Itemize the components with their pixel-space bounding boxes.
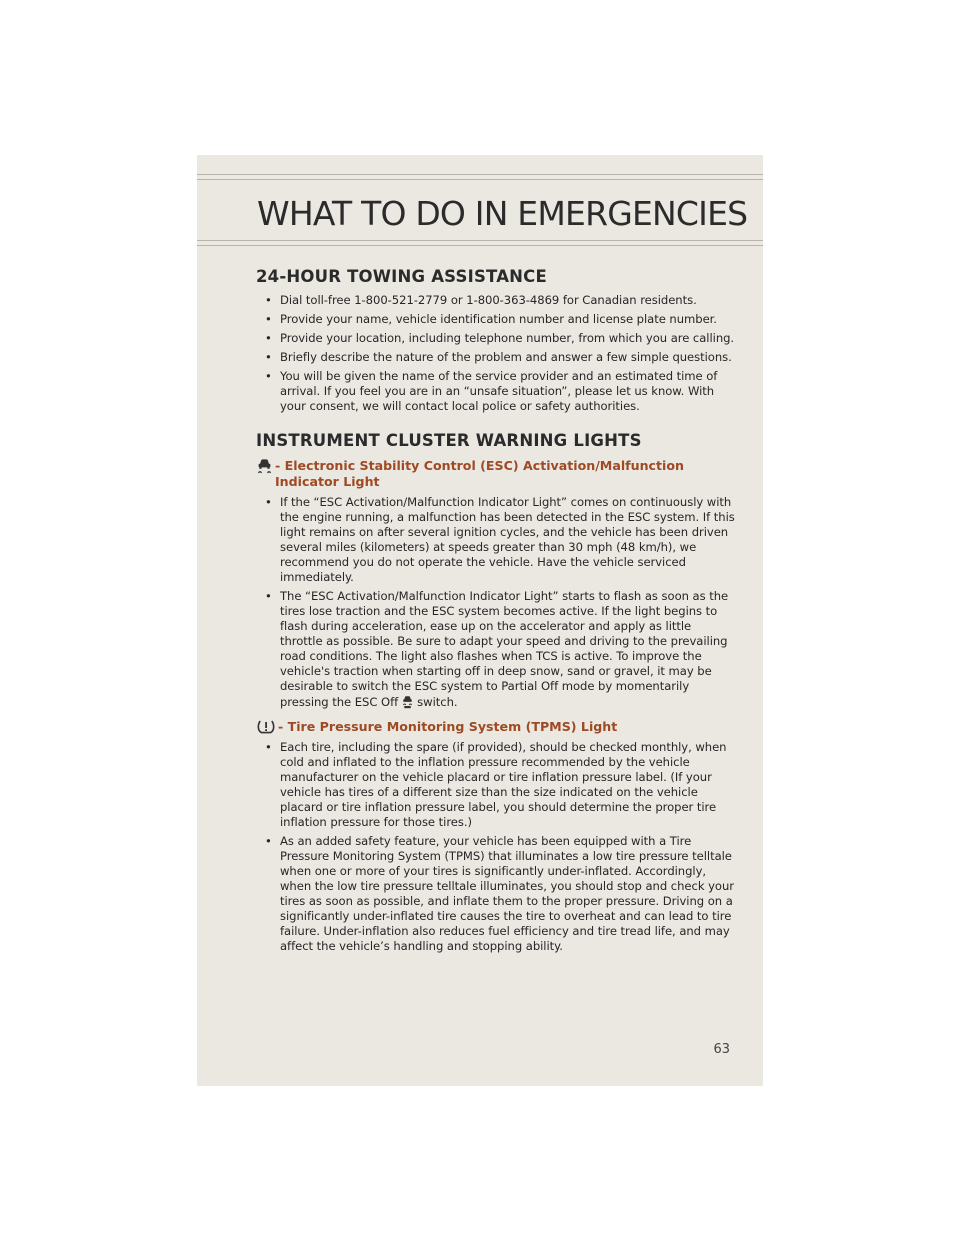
section-heading-warning-lights: INSTRUMENT CLUSTER WARNING LIGHTS: [256, 431, 642, 450]
tpms-light-heading: [256, 719, 736, 735]
list-item: [265, 589, 736, 713]
esc-off-switch-icon: [400, 694, 415, 713]
chapter-title: WHAT TO DO IN EMERGENCIES: [257, 194, 748, 233]
list-item: • You will be given the name of the service provider and an estimated time of arrival. If you feel you are in an “unsafe situation”, please let us know. With your consent, we will contact local police or safety authorities.: [265, 369, 736, 414]
top-rule-inner: [197, 179, 763, 180]
esc-off-switch-tail: switch.: [417, 695, 458, 709]
esc-indicator-icon: [256, 457, 273, 474]
page-number: 63: [713, 1042, 730, 1057]
list-item: • Provide your location, including telephone number, from which you are calling.: [265, 331, 736, 346]
list-item: • Dial toll-free 1-800-521-2779 or 1-800-363-4869 for Canadian residents.: [265, 293, 736, 308]
tpms-light-title: - Tire Pressure Monitoring System (TPMS) Light: [278, 719, 618, 734]
list-item: • As an added safety feature, your vehicle has been equipped with a Tire Pressure Monitoring System (TPMS) that illuminates a low tire pressure telltale when one or more of your tires is significantly under-inflated. Accordingly, when the low tire pressure telltale illuminates, you should stop and check your tires as soon as possible, and inflate them to the proper pressure. Driving on a significantly under-inflated tire causes the tire to overheat and can lead to tire failure. Under-inflation also reduces fuel efficiency and tire tread life, and may affect the vehicle’s handling and stopping ability.: [265, 834, 736, 954]
title-underline-inner: [197, 245, 763, 246]
tpms-bullet-list: [256, 740, 736, 954]
esc-bullet-list: [256, 495, 736, 713]
section-heading-towing: 24-HOUR TOWING ASSISTANCE: [256, 267, 547, 286]
list-item: • If the “ESC Activation/Malfunction Indicator Light” comes on continuously with the engine running, a malfunction has been detected in the ESC system. If this light remains on after several ignition cycles, and the vehicle has been driven several miles (kilometers) at speeds greater than 30 mph (48 km/h), we recommend you do not operate the vehicle. Have the vehicle serviced immediately.: [265, 495, 736, 585]
tpms-warning-icon: [256, 718, 276, 735]
title-underline: [197, 240, 763, 241]
esc-light-heading: [256, 458, 736, 490]
list-item: • Provide your name, vehicle identification number and license plate number.: [265, 312, 736, 327]
top-rule: [197, 174, 763, 175]
esc-off-text: The “ESC Activation/Malfunction Indicator Light” starts to flash as soon as the tires lose traction and the ESC system becomes active. If the light begins to flash during acceleration, ease up on the accelerator and apply as little throttle as possible. Be sure to adapt your speed and driving to the prevailing road conditions. The light also flashes when TCS is active. To improve the vehicle's traction when starting off in deep snow, sand or gravel, it may be desirable to switch the ESC system to Partial Off mode by momentarily pressing the ESC Off: [280, 589, 729, 709]
towing-bullet-list: [256, 293, 736, 414]
list-item: • Briefly describe the nature of the problem and answer a few simple questions.: [265, 350, 736, 365]
esc-light-title: - Electronic Stability Control (ESC) Activation/Malfunction Indicator Light: [275, 458, 684, 489]
list-item: • Each tire, including the spare (if provided), should be checked monthly, when cold and inflated to the inflation pressure recommended by the vehicle manufacturer on the vehicle placard or tire inflation pressure label. (If your vehicle has tires of a different size than the size indicated on the vehicle placard or tire inflation pressure label, you should determine the proper tire inflation pressure for those tires.): [265, 740, 736, 830]
manual-page: [197, 155, 763, 1086]
page-content: [256, 266, 736, 958]
